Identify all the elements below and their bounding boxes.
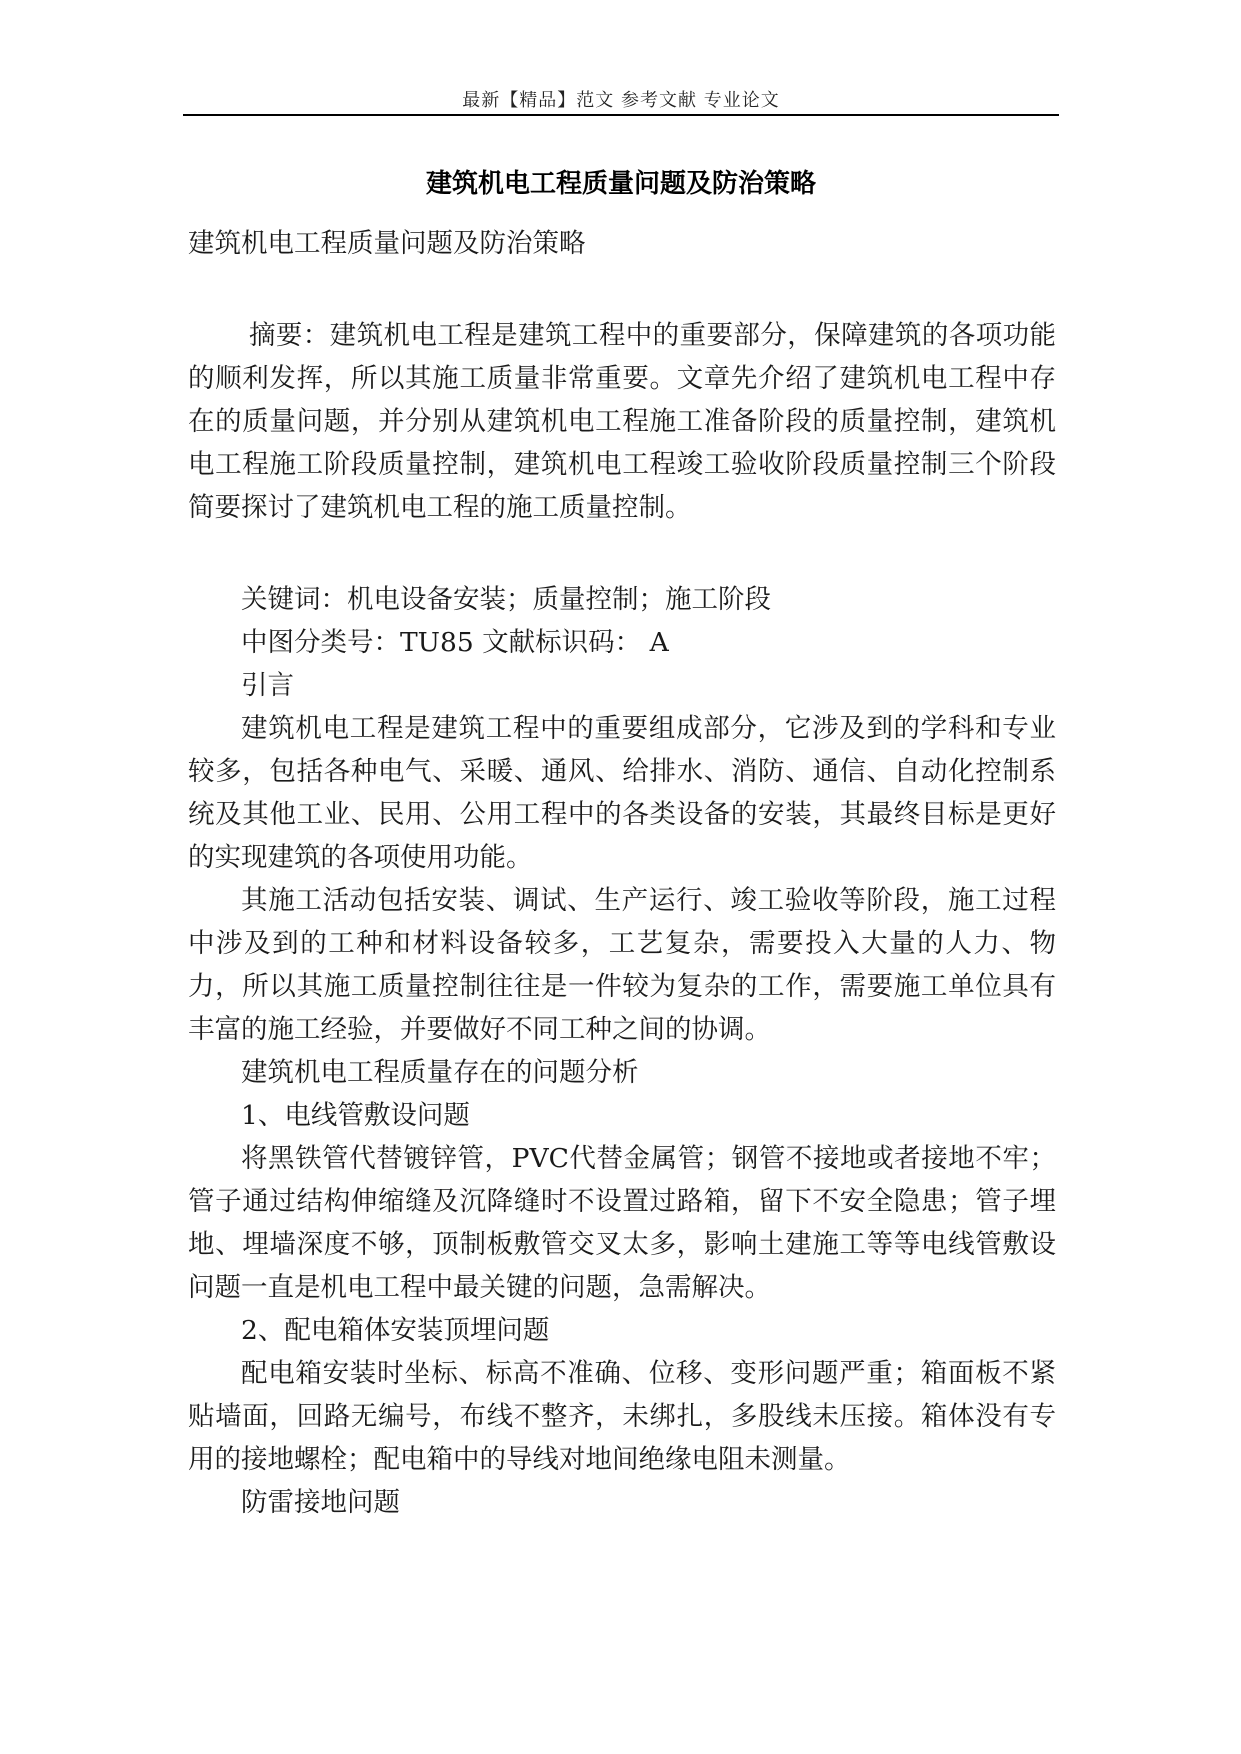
item-1-heading: 1、电线管敷设问题 <box>241 1100 470 1131</box>
item-1-paragraph: 将黑铁管代替镀锌管，PVC代替金属管；钢管不接地或者接地不牢；管子通过结构伸缩缝及沉降缝时不设置过路箱，留下不安全隐患；管子埋地、埋墙深度不够，顶制板敷管交叉太多，影响土建施工等等电线管敷设问题一直是机电工程中最关键的问题，急需解决。 <box>188 1143 1056 1303</box>
classification-line: 中图分类号：TU85 文献标识码： A <box>241 627 669 658</box>
document-body <box>188 222 1056 1524</box>
intro-paragraph-1: 建筑机电工程是建筑工程中的重要组成部分，它涉及到的学科和专业较多，包括各种电气、采暖、通风、给排水、消防、通信、自动化控制系统及其他工业、民用、公用工程中的各类设备的安装，其最终目标是更好的实现建筑的各项使用功能。 <box>188 713 1056 873</box>
document-title: 建筑机电工程质量问题及防治策略 <box>425 169 816 199</box>
abstract-paragraph: 摘要：建筑机电工程是建筑工程中的重要部分，保障建筑的各项功能的顺利发挥，所以其施工质量非常重要。文章先介绍了建筑机电工程中存在的质量问题，并分别从建筑机电工程施工准备阶段的质量控制，建筑机电工程施工阶段质量控制，建筑机电工程竣工验收阶段质量控制三个阶段简要探讨了建筑机电工程的施工质量控制。 <box>188 320 1056 523</box>
item-2-paragraph: 配电箱安装时坐标、标高不准确、位移、变形问题严重；箱面板不紧贴墙面，回路无编号，布线不整齐，未绑扎，多股线未压接。箱体没有专用的接地螺栓；配电箱中的导线对地间绝缘电阻未测量。 <box>188 1358 1056 1475</box>
intro-heading: 引言 <box>241 670 294 701</box>
running-header: 最新【精品】范文 参考文献 专业论文 <box>462 90 780 111</box>
keywords-line: 关键词：机电设备安装；质量控制；施工阶段 <box>241 584 771 615</box>
header-rule <box>183 114 1059 116</box>
item-3-heading: 防雷接地问题 <box>241 1487 400 1518</box>
analysis-heading: 建筑机电工程质量存在的问题分析 <box>241 1057 639 1088</box>
intro-paragraph-2: 其施工活动包括安装、调试、生产运行、竣工验收等阶段，施工过程中涉及到的工种和材料设备较多，工艺复杂，需要投入大量的人力、物力，所以其施工质量控制往往是一件较为复杂的工作，需要施工单位具有丰富的施工经验，并要做好不同工种之间的协调。 <box>188 885 1056 1045</box>
item-2-heading: 2、配电箱体安装顶埋问题 <box>241 1315 550 1346</box>
document-subtitle: 建筑机电工程质量问题及防治策略 <box>188 228 586 259</box>
